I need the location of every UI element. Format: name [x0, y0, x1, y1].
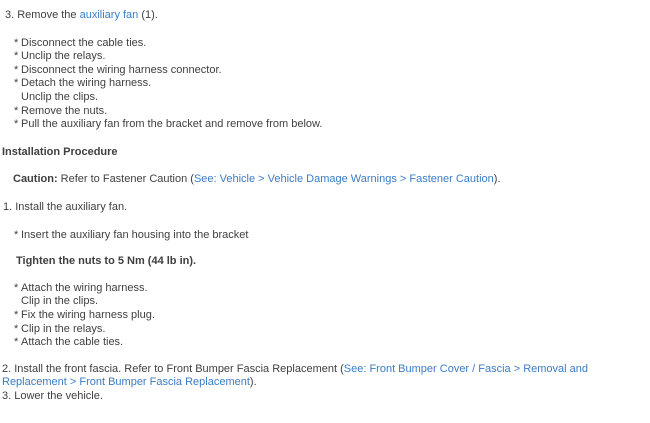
- install-step-2: [2, 363, 646, 390]
- bullet-item: [0, 105, 650, 119]
- install-step-2-suffix: ).: [249, 376, 257, 389]
- bullet-marker: *: [14, 77, 19, 90]
- removal-step-3-prefix: 3. Remove the: [5, 9, 80, 21]
- bullet-text: Disconnect the wiring harness connector.: [21, 63, 222, 76]
- installation-heading: Installation Procedure: [2, 145, 118, 158]
- bullet-marker: [14, 295, 21, 309]
- bullet-marker: *: [14, 36, 19, 49]
- bullet-item: [0, 64, 650, 78]
- bullet-text: Unclip the clips.: [21, 90, 99, 103]
- bullet-text: Clip in the relays.: [21, 322, 106, 335]
- front-bumper-fascia-link[interactable]: See: Front Bumper Cover / Fascia > Removal and Replacement > Front Bumper Fascia Replacement: [2, 362, 589, 389]
- bullet-text: Attach the wiring harness.: [21, 281, 148, 294]
- caution-label: Caution:: [13, 173, 58, 186]
- bullet-text: Unclip the relays.: [21, 50, 106, 63]
- bullet-text: Attach the cable ties.: [21, 336, 124, 349]
- bullet-item: [0, 229, 650, 243]
- bullet-item: [0, 118, 650, 132]
- bullet-text: Insert the auxiliary fan housing into the bracket: [21, 228, 249, 241]
- bullet-item: [0, 309, 650, 323]
- bullet-item-continuation: [0, 295, 650, 309]
- bullet-text: Remove the nuts.: [21, 104, 108, 117]
- bullet-marker: *: [14, 118, 19, 131]
- fastener-caution-link[interactable]: See: Vehicle > Vehicle Damage Warnings > Fastener Caution: [193, 173, 494, 186]
- removal-step-3: [5, 9, 650, 23]
- bullet-item: [0, 336, 650, 350]
- bullet-item: [0, 50, 650, 64]
- bullet-item: [0, 37, 650, 51]
- bullet-marker: *: [14, 322, 19, 335]
- torque-note: Tighten the nuts to 5 Nm (44 lb in).: [16, 255, 197, 268]
- bullet-marker: *: [14, 63, 19, 76]
- bullet-marker: *: [14, 308, 19, 321]
- bullet-text: Fix the wiring harness plug.: [21, 308, 155, 321]
- bullet-marker: *: [14, 281, 19, 294]
- bullet-item-continuation: [0, 91, 650, 105]
- bullet-marker: [14, 91, 21, 105]
- bullet-marker: *: [14, 228, 19, 241]
- bullet-item: [0, 282, 650, 296]
- removal-bullet-list: [0, 37, 650, 132]
- bullet-text: Detach the wiring harness.: [21, 77, 152, 90]
- install-step-2-prefix: 2. Install the front fascia. Refer to Front Bumper Fascia Replacement (: [2, 362, 344, 375]
- bullet-text: Disconnect the cable ties.: [21, 36, 147, 49]
- install-step-3: 3. Lower the vehicle.: [2, 389, 103, 402]
- bullet-item: [0, 77, 650, 91]
- caution-note: [13, 173, 650, 187]
- insert-bullet-list: [0, 229, 650, 243]
- bullet-text: Clip in the clips.: [21, 295, 99, 308]
- bullet-marker: *: [14, 104, 19, 117]
- caution-suffix: ).: [493, 173, 501, 186]
- removal-step-3-suffix: (1).: [138, 9, 158, 21]
- install-step-1: 1. Install the auxiliary fan.: [3, 200, 128, 213]
- auxiliary-fan-link[interactable]: auxiliary fan: [79, 9, 139, 21]
- bullet-marker: *: [14, 50, 19, 63]
- bullet-item: [0, 323, 650, 337]
- bullet-marker: *: [14, 336, 19, 349]
- install-bullet-list: [0, 282, 650, 350]
- bullet-text: Pull the auxiliary fan from the bracket and remove from below.: [21, 118, 323, 131]
- final-steps: [2, 363, 646, 404]
- caution-body: Refer to Fastener Caution (: [57, 173, 194, 186]
